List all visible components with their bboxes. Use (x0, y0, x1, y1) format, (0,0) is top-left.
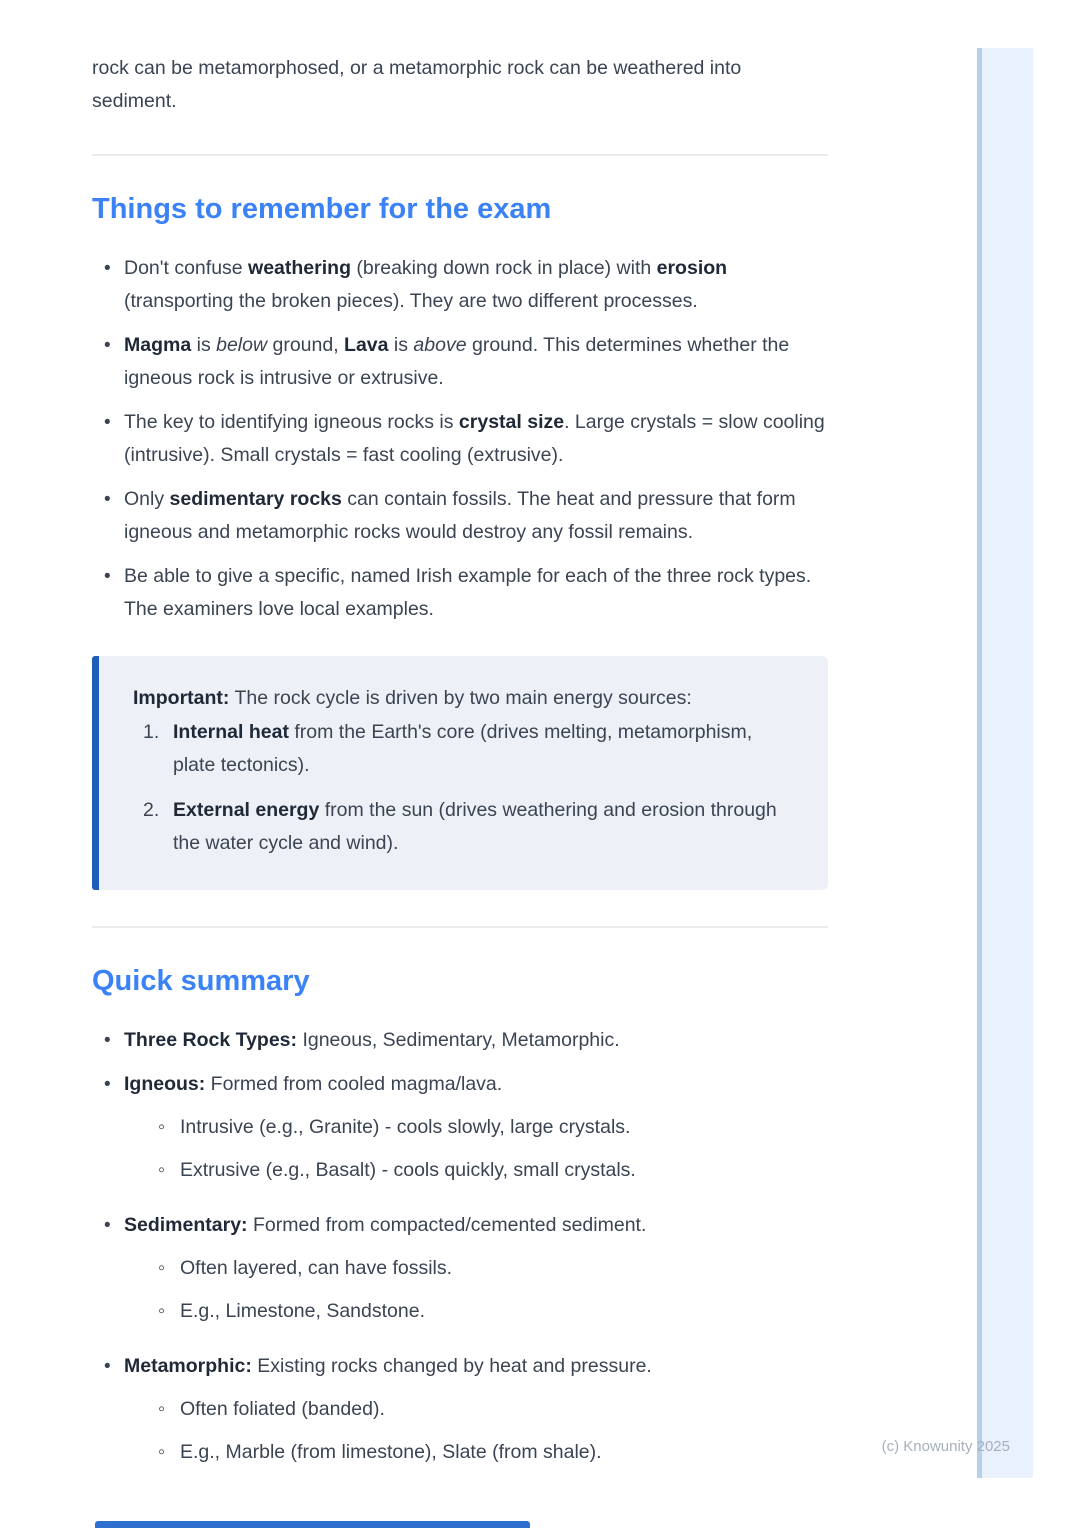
text-segment: below (216, 334, 268, 356)
sub-bullet-list (124, 1111, 828, 1187)
exam-bullet-item (92, 483, 828, 549)
text-segment: Magma (124, 334, 192, 356)
list-item-text (173, 716, 798, 782)
text-segment: Formed from cooled magma/lava. (205, 1073, 503, 1095)
text-segment: Igneous: (124, 1073, 206, 1095)
exam-bullet-item (92, 406, 828, 472)
sub-bullet-list (124, 1252, 828, 1328)
exam-bullet-list (92, 252, 828, 626)
text-segment: Don't confuse (124, 257, 249, 279)
exam-bullet-item (92, 560, 828, 626)
callout-numbered-list (133, 716, 798, 860)
list-item-text (124, 483, 828, 549)
text-segment: above (413, 334, 467, 356)
right-margin-strip (977, 48, 1033, 1478)
text-segment: Lava (344, 334, 389, 356)
text-segment: Existing rocks changed by heat and pressure. (251, 1355, 652, 1377)
text-segment: (transporting the broken pieces). They are two different processes. (124, 290, 698, 312)
text-segment: External energy (173, 799, 320, 821)
text-segment: crystal size (458, 411, 565, 433)
text-segment: Formed from compacted/cemented sediment. (247, 1214, 647, 1236)
text-segment: is (388, 334, 414, 356)
text-segment: The key to identifying igneous rocks is (124, 411, 459, 433)
list-item-text (124, 406, 828, 472)
text-segment: Internal heat (173, 721, 289, 743)
callout-numbered-item (141, 794, 798, 860)
text-segment: is (191, 334, 217, 356)
summary-bullet-item (92, 1209, 828, 1328)
section-divider (92, 154, 828, 156)
text-segment: . Large crystals = slow cooling (intrusive). Small crystals = fast cooling (extrusive). (124, 411, 825, 466)
summary-bullet-list (92, 1024, 828, 1469)
next-page-edge-bar (95, 1521, 530, 1528)
list-item-text (124, 329, 828, 395)
summary-bullet-item (92, 1350, 828, 1469)
text-segment: weathering (248, 257, 351, 279)
text-segment: Igneous, Sedimentary, Metamorphic. (297, 1029, 620, 1051)
text-segment: from the sun (drives weathering and erosion through the water cycle and wind). (173, 799, 777, 854)
text-segment: sedimentary rocks (169, 488, 342, 510)
summary-bullet-item (92, 1068, 828, 1187)
important-callout (92, 656, 828, 890)
text-segment: Sedimentary: (124, 1214, 248, 1236)
text-segment: Metamorphic: (124, 1355, 252, 1377)
list-item-text (173, 794, 798, 860)
text-segment: Important: (133, 687, 230, 709)
list-item-text (124, 1350, 828, 1383)
text-segment: ground. This determines whether the igneous rock is intrusive or extrusive. (124, 334, 790, 389)
text-segment: Three Rock Types: (124, 1029, 298, 1051)
exam-section-heading: Things to remember for the exam (92, 193, 552, 225)
text-segment: from the Earth's core (drives melting, metamorphism, plate tectonics). (173, 721, 753, 776)
list-item-text (124, 1024, 828, 1057)
summary-section-heading: Quick summary (92, 965, 310, 997)
list-item-text (124, 560, 828, 626)
intro-paragraph: rock can be metamorphosed, or a metamorphic rock can be weathered into sediment. (92, 57, 742, 112)
list-item-text (124, 252, 828, 318)
callout-numbered-item (141, 716, 798, 782)
text-segment: (breaking down rock in place) with (350, 257, 657, 279)
text-segment: Only (124, 488, 170, 510)
sub-bullet-item: ◦ Extrusive (e.g., Basalt) - cools quickly, small crystals. (158, 1154, 828, 1187)
sub-bullet-item: ◦ Intrusive (e.g., Granite) - cools slowly, large crystals. (158, 1111, 828, 1144)
section-divider (92, 926, 828, 928)
text-segment: erosion (656, 257, 728, 279)
text-segment: can contain fossils. The heat and pressure that form igneous and metamorphic rocks would destroy any fossil remains. (124, 488, 796, 543)
summary-bullet-item (92, 1024, 828, 1057)
copyright-watermark: (c) Knowunity 2025 (881, 1438, 1010, 1455)
exam-bullet-item (92, 329, 828, 395)
list-item-text (124, 1209, 828, 1242)
exam-bullet-item (92, 252, 828, 318)
sub-bullet-item: ◦ Often layered, can have fossils. (158, 1252, 828, 1285)
sub-bullet-list (124, 1393, 828, 1469)
list-item-text (124, 1068, 828, 1101)
text-segment: Be able to give a specific, named Irish example for each of the three rock types. The examiners love local examples. (124, 565, 812, 620)
text-segment: ground, (267, 334, 345, 356)
text-segment: The rock cycle is driven by two main energy sources: (229, 687, 692, 709)
sub-bullet-item: ◦ E.g., Marble (from limestone), Slate (from shale). (158, 1436, 828, 1469)
callout-intro (133, 682, 798, 715)
page-content (92, 0, 828, 1491)
sub-bullet-item: ◦ E.g., Limestone, Sandstone. (158, 1295, 828, 1328)
sub-bullet-item: ◦ Often foliated (banded). (158, 1393, 828, 1426)
